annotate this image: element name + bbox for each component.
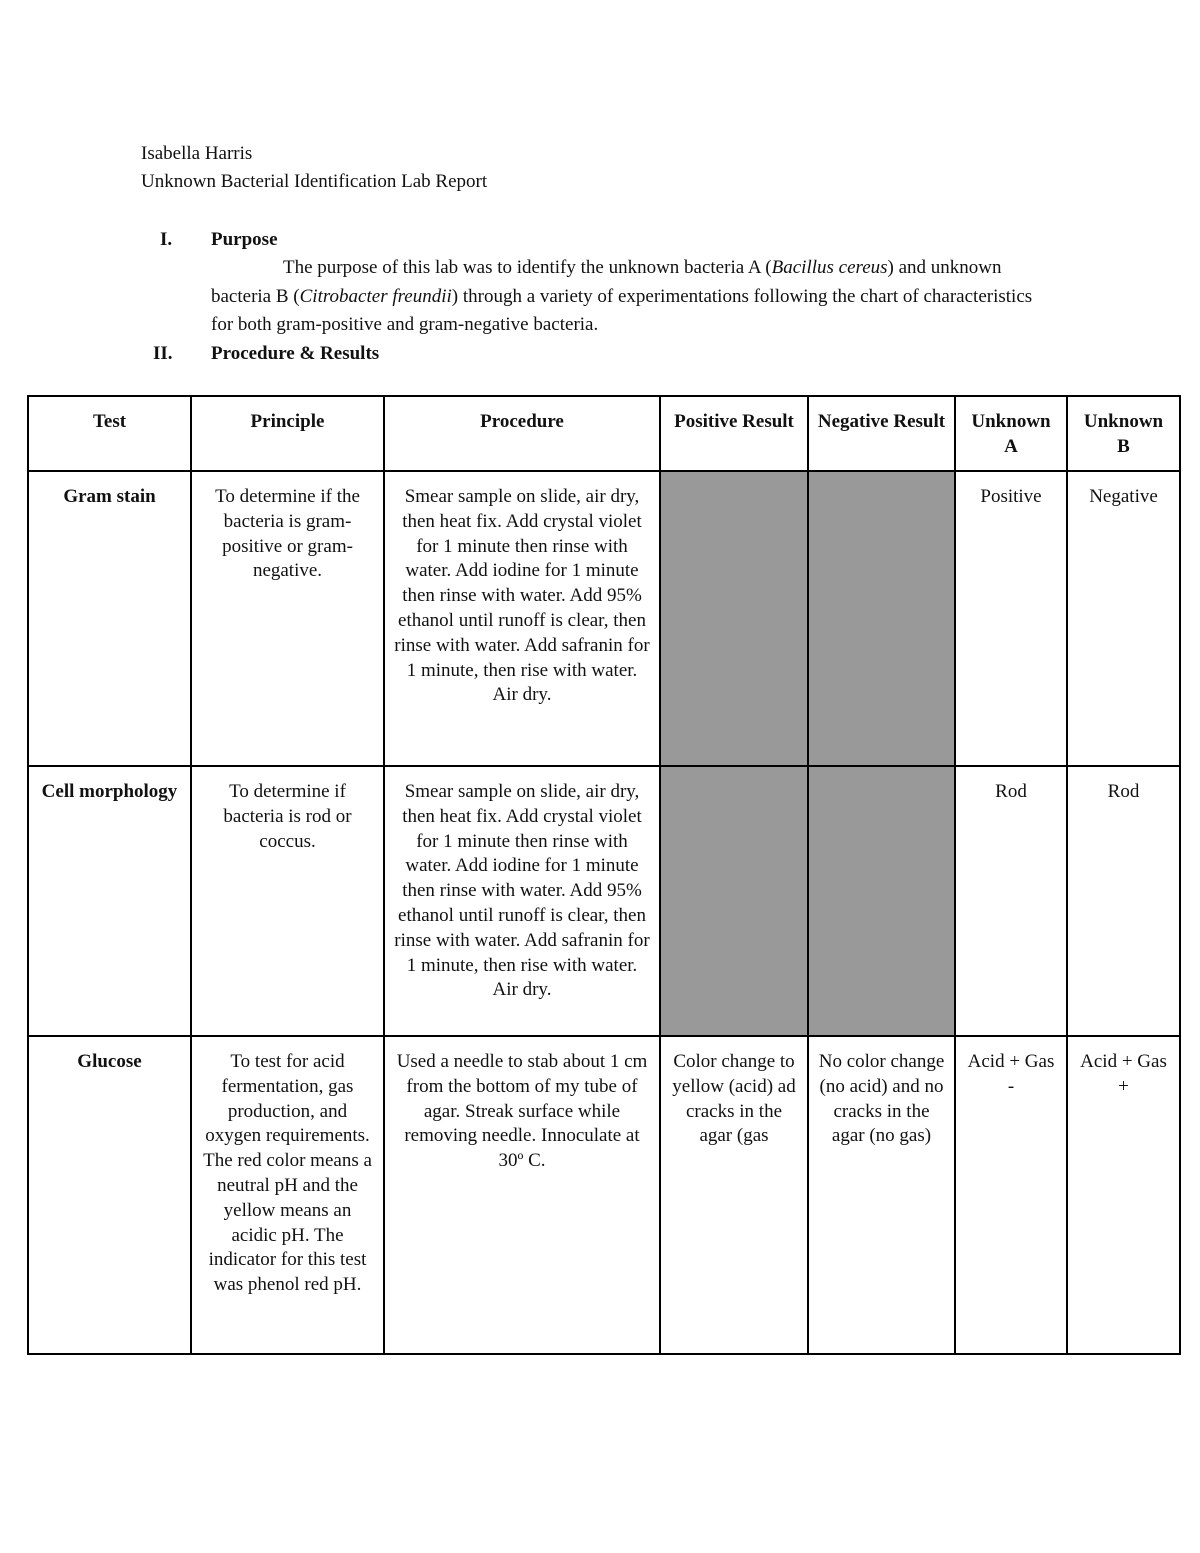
column-header-unknown-a: Unknown A bbox=[955, 396, 1067, 471]
column-header-procedure: Procedure bbox=[384, 396, 660, 471]
positive-result-cell bbox=[660, 766, 808, 1036]
procedure-cell: Used a needle to stab about 1 cm from the bottom of my tube of agar. Streak surface while removing needle. Innoculate at 30º C. bbox=[384, 1036, 660, 1354]
column-header-negative-result: Negative Result bbox=[808, 396, 955, 471]
species-a-name: Bacillus cereus bbox=[771, 257, 888, 278]
purpose-paragraph: The purpose of this lab was to identify the unknown bacteria A (Bacillus cereus) and unknown bacteria B (Citrobacter freundii) through a variety of experimentations following the chart of characteristics for both gram-positive and gram-negative bacteria. bbox=[211, 257, 1033, 336]
negative-result-cell bbox=[808, 471, 955, 766]
unknown-a-cell: Positive bbox=[955, 471, 1067, 766]
species-b-name: Citrobacter freundii bbox=[299, 285, 452, 307]
column-header-unknown-b: Unknown B bbox=[1067, 396, 1180, 471]
negative-result-cell: No color change (no acid) and no cracks in the agar (no gas) bbox=[808, 1036, 955, 1354]
table-row bbox=[28, 1036, 1180, 1354]
principle-cell: To determine if the bacteria is gram-positive or gram-negative. bbox=[191, 471, 384, 766]
principle-cell: To determine if bacteria is rod or coccus. bbox=[191, 766, 384, 1036]
section-numeral-procedure: II. bbox=[153, 343, 173, 364]
unknown-a-cell: Rod bbox=[955, 766, 1067, 1036]
author-name: Isabella Harris bbox=[141, 143, 253, 164]
section-heading-purpose: Purpose bbox=[211, 229, 278, 250]
test-name-cell: Gram stain bbox=[28, 471, 191, 766]
table-row bbox=[28, 766, 1180, 1036]
principle-cell: To test for acid fermentation, gas production, and oxygen requirements. The red color means a neutral pH and the yellow means an acidic pH. The indicator for this test was phenol red pH. bbox=[191, 1036, 384, 1354]
table-row bbox=[28, 471, 1180, 766]
table-header-row bbox=[28, 396, 1180, 471]
procedure-cell: Smear sample on slide, air dry, then heat fix. Add crystal violet for 1 minute then rinse with water. Add iodine for 1 minute then rinse with water. Add 95% ethanol until runoff is clear, then rinse with water. Add safranin for 1 minute, then rise with water. Air dry. bbox=[384, 471, 660, 766]
results-table bbox=[27, 395, 1181, 1355]
unknown-b-cell: Rod bbox=[1067, 766, 1180, 1036]
report-title: Unknown Bacterial Identification Lab Report bbox=[141, 171, 488, 192]
procedure-cell: Smear sample on slide, air dry, then heat fix. Add crystal violet for 1 minute then rinse with water. Add iodine for 1 minute then rinse with water. Add 95% ethanol until runoff is clear, then rinse with water. Add safranin for 1 minute, then rise with water. Air dry. bbox=[384, 766, 660, 1036]
column-header-test: Test bbox=[28, 396, 191, 471]
column-header-positive-result: Positive Result bbox=[660, 396, 808, 471]
positive-result-cell: Color change to yellow (acid) ad cracks in the agar (gas bbox=[660, 1036, 808, 1354]
unknown-b-cell: Acid + Gas + bbox=[1067, 1036, 1180, 1354]
positive-result-cell bbox=[660, 471, 808, 766]
test-name-cell: Glucose bbox=[28, 1036, 191, 1354]
unknown-a-cell: Acid + Gas - bbox=[955, 1036, 1067, 1354]
test-name-cell: Cell morphology bbox=[28, 766, 191, 1036]
section-numeral-purpose: I. bbox=[160, 229, 173, 250]
negative-result-cell bbox=[808, 766, 955, 1036]
unknown-b-cell: Negative bbox=[1067, 471, 1180, 766]
column-header-principle: Principle bbox=[191, 396, 384, 471]
section-heading-procedure: Procedure & Results bbox=[211, 343, 380, 364]
